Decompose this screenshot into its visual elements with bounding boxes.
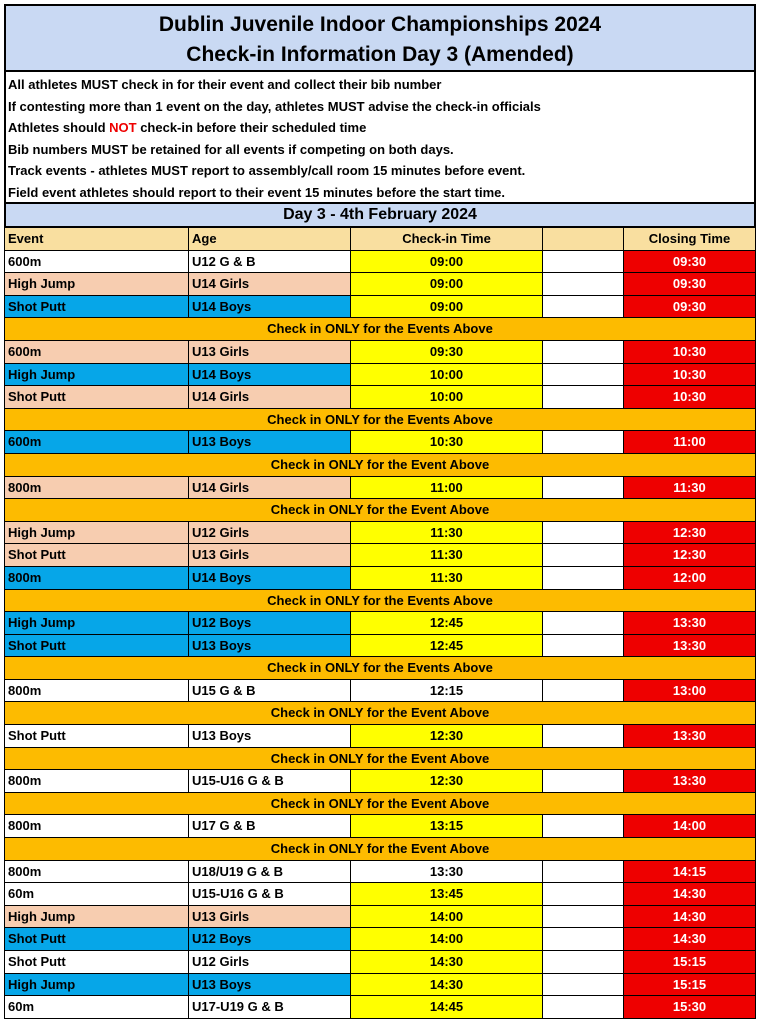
table-row (4, 522, 756, 545)
closing-time-cell: 09:30 (624, 273, 755, 295)
blank-cell (543, 951, 624, 973)
column-header-age: Age (189, 228, 351, 250)
age-cell: U15-U16 G & B (189, 883, 351, 905)
check-in-notice: Check in ONLY for the Event Above (4, 838, 756, 861)
blank-cell (543, 386, 624, 408)
age-cell: U13 Girls (189, 906, 351, 928)
checkin-time-cell: 10:30 (351, 431, 543, 453)
table-row (4, 815, 756, 838)
column-header-event: Event (5, 228, 189, 250)
blank-cell (543, 477, 624, 499)
checkin-time-cell: 13:15 (351, 815, 543, 837)
event-cell: High Jump (5, 612, 189, 634)
table-row (4, 477, 756, 500)
closing-time-cell: 15:15 (624, 974, 755, 996)
check-in-notice: Check in ONLY for the Event Above (4, 793, 756, 816)
checkin-time-cell: 14:30 (351, 974, 543, 996)
event-cell: Shot Putt (5, 386, 189, 408)
event-cell: High Jump (5, 974, 189, 996)
blank-cell (543, 906, 624, 928)
table-row (4, 273, 756, 296)
blank-cell (543, 612, 624, 634)
column-header-blank (543, 228, 624, 250)
blank-cell (543, 770, 624, 792)
checkin-time-cell: 14:30 (351, 951, 543, 973)
schedule-rows (4, 251, 756, 1019)
age-cell: U12 Girls (189, 951, 351, 973)
age-cell: U12 Girls (189, 522, 351, 544)
table-row (4, 635, 756, 658)
age-cell: U13 Boys (189, 431, 351, 453)
checkin-time-cell: 14:00 (351, 928, 543, 950)
event-cell: 800m (5, 567, 189, 589)
closing-time-cell: 13:30 (624, 725, 755, 747)
blank-cell (543, 883, 624, 905)
blank-cell (543, 296, 624, 318)
age-cell: U13 Boys (189, 974, 351, 996)
age-cell: U12 Boys (189, 928, 351, 950)
info-block (4, 72, 756, 202)
table-row (4, 544, 756, 567)
blank-cell (543, 974, 624, 996)
blank-cell (543, 341, 624, 363)
age-cell: U17-U19 G & B (189, 996, 351, 1018)
closing-time-cell: 11:30 (624, 477, 755, 499)
event-cell: 800m (5, 815, 189, 837)
sheet-title (4, 4, 756, 72)
event-cell: 600m (5, 341, 189, 363)
closing-time-cell: 11:00 (624, 431, 755, 453)
closing-time-cell: 10:30 (624, 341, 755, 363)
info-line: Bib numbers MUST be retained for all events if competing on both days. (8, 141, 454, 157)
table-row (4, 725, 756, 748)
age-cell: U12 Boys (189, 612, 351, 634)
event-cell: 600m (5, 251, 189, 273)
checkin-time-cell: 09:00 (351, 296, 543, 318)
table-row (4, 996, 756, 1019)
info-text: check-in before their scheduled time (136, 120, 367, 135)
blank-cell (543, 273, 624, 295)
age-cell: U14 Girls (189, 273, 351, 295)
table-row (4, 974, 756, 997)
closing-time-cell: 13:30 (624, 612, 755, 634)
table-row (4, 364, 756, 387)
checkin-time-cell: 13:45 (351, 883, 543, 905)
event-cell: Shot Putt (5, 296, 189, 318)
checkin-time-cell: 12:30 (351, 770, 543, 792)
blank-cell (543, 364, 624, 386)
table-row (4, 612, 756, 635)
event-cell: High Jump (5, 273, 189, 295)
table-row (4, 341, 756, 364)
checkin-time-cell: 09:30 (351, 341, 543, 363)
age-cell: U13 Boys (189, 635, 351, 657)
checkin-time-cell: 09:00 (351, 251, 543, 273)
checkin-time-cell: 11:00 (351, 477, 543, 499)
table-row (4, 770, 756, 793)
age-cell: U17 G & B (189, 815, 351, 837)
checkin-time-cell: 12:45 (351, 635, 543, 657)
event-cell: Shot Putt (5, 951, 189, 973)
blank-cell (543, 251, 624, 273)
checkin-time-cell: 13:30 (351, 861, 543, 883)
closing-time-cell: 09:30 (624, 251, 755, 273)
check-in-notice: Check in ONLY for the Events Above (4, 409, 756, 432)
closing-time-cell: 14:30 (624, 928, 755, 950)
check-in-notice: Check in ONLY for the Event Above (4, 454, 756, 477)
age-cell: U15-U16 G & B (189, 770, 351, 792)
check-in-notice: Check in ONLY for the Event Above (4, 748, 756, 771)
age-cell: U15 G & B (189, 680, 351, 702)
closing-time-cell: 13:00 (624, 680, 755, 702)
closing-time-cell: 14:30 (624, 906, 755, 928)
checkin-time-cell: 09:00 (351, 273, 543, 295)
table-row (4, 883, 756, 906)
event-cell: 60m (5, 996, 189, 1018)
column-header-row (4, 228, 756, 251)
blank-cell (543, 635, 624, 657)
event-cell: High Jump (5, 906, 189, 928)
check-in-notice: Check in ONLY for the Event Above (4, 702, 756, 725)
table-row (4, 951, 756, 974)
check-in-notice: Check in ONLY for the Events Above (4, 657, 756, 680)
table-row (4, 296, 756, 319)
age-cell: U18/U19 G & B (189, 861, 351, 883)
blank-cell (543, 567, 624, 589)
blank-cell (543, 725, 624, 747)
checkin-time-cell: 11:30 (351, 522, 543, 544)
title-line-2: Check-in Information Day 3 (Amended) (186, 43, 574, 66)
title-line-1: Dublin Juvenile Indoor Championships 2024 (158, 13, 602, 36)
info-line: Track events - athletes MUST report to assembly/call room 15 minutes before event. (8, 163, 526, 178)
table-row (4, 431, 756, 454)
column-header-closing: Closing Time (624, 228, 755, 250)
closing-time-cell: 12:00 (624, 567, 755, 589)
blank-cell (543, 544, 624, 566)
day-header: Day 3 - 4th February 2024 (4, 202, 756, 228)
closing-time-cell: 13:30 (624, 770, 755, 792)
column-header-checkin: Check-in Time (351, 228, 543, 250)
checkin-time-cell: 14:45 (351, 996, 543, 1018)
closing-time-cell: 15:30 (624, 996, 755, 1018)
blank-cell (543, 815, 624, 837)
event-cell: Shot Putt (5, 635, 189, 657)
closing-time-cell: 13:30 (624, 635, 755, 657)
info-line: If contesting more than 1 event on the day, athletes MUST advise the check-in officials (8, 98, 541, 114)
event-cell: High Jump (5, 364, 189, 386)
event-cell: 800m (5, 861, 189, 883)
checkin-time-cell: 14:00 (351, 906, 543, 928)
table-row (4, 906, 756, 929)
table-row (4, 861, 756, 884)
info-text: Athletes should (8, 120, 110, 135)
closing-time-cell: 15:15 (624, 951, 755, 973)
event-cell: 800m (5, 680, 189, 702)
event-cell: Shot Putt (5, 725, 189, 747)
checkin-time-cell: 12:45 (351, 612, 543, 634)
checkin-time-cell: 11:30 (351, 544, 543, 566)
check-in-notice: Check in ONLY for the Events Above (4, 318, 756, 341)
age-cell: U14 Girls (189, 477, 351, 499)
closing-time-cell: 10:30 (624, 364, 755, 386)
checkin-time-cell: 11:30 (351, 567, 543, 589)
event-cell: 600m (5, 431, 189, 453)
closing-time-cell: 09:30 (624, 296, 755, 318)
closing-time-cell: 10:30 (624, 386, 755, 408)
age-cell: U13 Girls (189, 341, 351, 363)
closing-time-cell: 14:30 (624, 883, 755, 905)
table-row (4, 928, 756, 951)
age-cell: U13 Boys (189, 725, 351, 747)
blank-cell (543, 996, 624, 1018)
checkin-time-cell: 12:15 (351, 680, 543, 702)
age-cell: U12 G & B (189, 251, 351, 273)
info-emphasis: NOT (109, 120, 137, 135)
closing-time-cell: 12:30 (624, 544, 755, 566)
age-cell: U14 Boys (189, 567, 351, 589)
event-cell: Shot Putt (5, 928, 189, 950)
table-row (4, 567, 756, 590)
checkin-time-cell: 10:00 (351, 364, 543, 386)
blank-cell (543, 680, 624, 702)
table-row (4, 386, 756, 409)
table-row (4, 251, 756, 274)
event-cell: High Jump (5, 522, 189, 544)
event-cell: 800m (5, 477, 189, 499)
info-line: All athletes MUST check in for their event and collect their bib number (8, 77, 442, 92)
checkin-time-cell: 12:30 (351, 725, 543, 747)
blank-cell (543, 522, 624, 544)
age-cell: U14 Boys (189, 364, 351, 386)
age-cell: U13 Girls (189, 544, 351, 566)
checkin-time-cell: 10:00 (351, 386, 543, 408)
event-cell: Shot Putt (5, 544, 189, 566)
event-cell: 60m (5, 883, 189, 905)
info-line: Field event athletes should report to their event 15 minutes before the start time. (8, 184, 505, 200)
table-row (4, 680, 756, 703)
check-in-notice: Check in ONLY for the Events Above (4, 590, 756, 613)
blank-cell (543, 928, 624, 950)
event-cell: 800m (5, 770, 189, 792)
check-in-notice: Check in ONLY for the Event Above (4, 499, 756, 522)
checkin-sheet (4, 4, 756, 1019)
blank-cell (543, 861, 624, 883)
age-cell: U14 Boys (189, 296, 351, 318)
blank-cell (543, 431, 624, 453)
closing-time-cell: 14:00 (624, 815, 755, 837)
age-cell: U14 Girls (189, 386, 351, 408)
closing-time-cell: 12:30 (624, 522, 755, 544)
closing-time-cell: 14:15 (624, 861, 755, 883)
info-line (8, 117, 750, 139)
